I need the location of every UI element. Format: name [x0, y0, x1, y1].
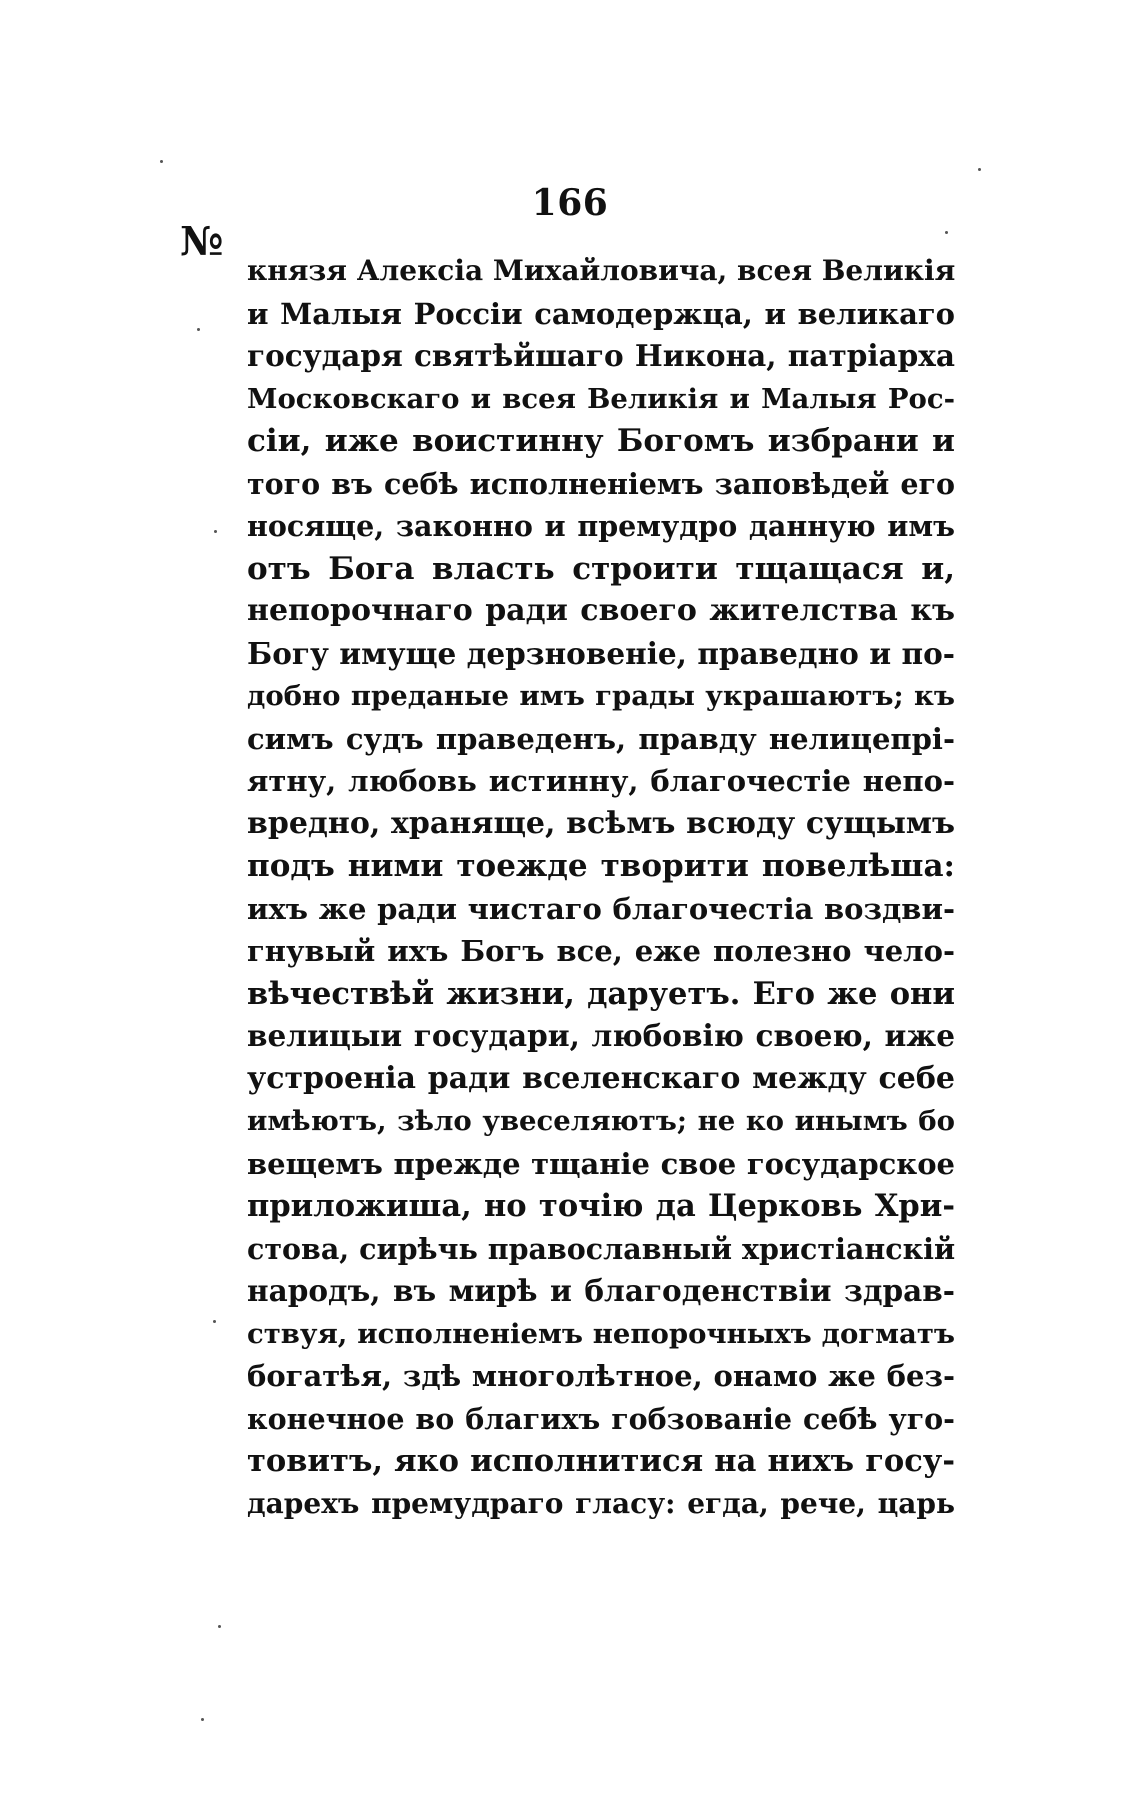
scan-speck: [197, 328, 200, 331]
text-line: устроенiа ради вселенскаго между себе: [247, 1060, 955, 1096]
page-number: 166: [531, 182, 609, 224]
text-line: дарехъ премудраго гласу: егда, рече, царь: [247, 1486, 955, 1520]
text-line: ятну, любовь истинну, благочестiе непо-: [247, 764, 955, 798]
text-line: отъ Бога власть строити тщащася и,: [247, 550, 955, 587]
scan-speck: [218, 1625, 221, 1628]
scan-speck: [945, 231, 948, 234]
text-line: Богу имуще дерзновенiе, праведно и по-: [247, 635, 955, 671]
text-line: имѣютъ, зѣло увеселяютъ; не ко инымъ бо: [247, 1105, 955, 1137]
text-line: симъ судъ праведенъ, правду нелицепрi-: [247, 721, 955, 756]
scan-speck: [201, 1718, 204, 1721]
text-line: народъ, въ мирѣ и благоденствiи здрав-: [247, 1273, 955, 1308]
text-line: носяще, законно и премудро данную имъ: [247, 509, 955, 543]
text-line: вѣчествѣй жизни, даруетъ. Его же они: [247, 975, 955, 1012]
text-line: богатѣя, здѣ многолѣтное, онамо же без-: [247, 1359, 955, 1393]
text-line: и Малыя Россiи самодержца, и великаго: [247, 296, 955, 331]
text-line: князя Алексiа Михайловича, всея Великiя: [247, 254, 956, 287]
text-line: конечное во благихъ гобзованiе себѣ уго-: [247, 1401, 955, 1436]
scan-speck: [213, 1320, 216, 1323]
text-line: ствуя, исполненiемъ непорочныхъ догматъ: [247, 1317, 955, 1350]
text-line: приложиша, но точiю да Церковь Хри-: [247, 1188, 955, 1224]
text-line: непорочнаго ради своего жителства къ: [247, 593, 955, 628]
text-line: добно преданые имъ грады украшаютъ; къ: [247, 680, 955, 712]
margin-number-sign: №: [180, 218, 224, 265]
text-line: гнувый ихъ Богъ все, еже полезно чело-: [247, 934, 955, 968]
text-line: сiи, иже воистинну Богомъ избрани и: [247, 423, 955, 459]
text-line: товитъ, яко исполнитися на нихъ госу-: [247, 1443, 955, 1479]
text-line: Московскаго и всея Великiя и Малыя Рос-: [247, 382, 955, 415]
text-line: стова, сирѣчь православный христiанскiй: [247, 1231, 956, 1266]
text-line: велицыи государи, любовiю своею, иже: [247, 1018, 955, 1053]
scan-speck: [978, 168, 981, 171]
text-line: вредно, храняще, всѣмъ всюду сущымъ: [247, 805, 955, 841]
text-line: того въ себѣ исполненiемъ заповѣдей его: [247, 466, 955, 501]
body-text: [247, 250, 955, 1525]
scan-speck: [160, 160, 163, 163]
text-line: государя святѣйшаго Никона, патрiарха: [247, 338, 955, 373]
text-line: подъ ними тоежде творити повелѣша:: [247, 848, 955, 884]
scan-speck: [214, 530, 217, 533]
text-line: ихъ же ради чистаго благочестiа воздви-: [247, 891, 955, 926]
text-line: вещемъ прежде тщанiе свое государское: [247, 1146, 955, 1181]
